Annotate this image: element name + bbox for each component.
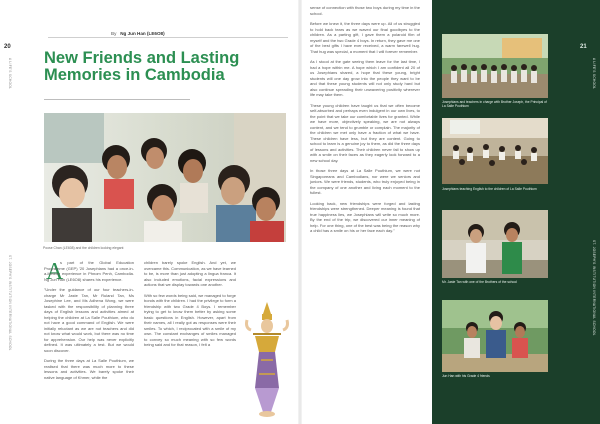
byline-author: Ng Jun Han (LE6O8) (120, 31, 165, 36)
col3-paragraph: sense of connection with those two boys during my time in the school. (310, 5, 420, 16)
main-photo-children (44, 113, 286, 242)
col2-paragraph: children barely spoke English. And yet, we overcame this. Communication, as we have learned to be, is more than just adopting a lingua franca. It also included emotions, facial expressions and actions that we display towards one another. (144, 260, 236, 287)
col3-paragraph: These young children have taught us that we often become self-absorbed and perhaps even indulgent in our own lives, to the point that we take our comfortable lives for granted. While we have more, objectively speaking, we are not always content, and we tend to grumble or complain. The majority of the children we met only have a fraction of what we have. These children have less, but they are content. Going to school to learn is a genuine joy to them, as did the three days of lessons and activities. Their children never fail to show up with a smile on their faces as they eagerly look forward to a new school day. (310, 102, 420, 163)
apsara-dancer-illustration (241, 300, 293, 418)
col3-paragraph: As I stood at the gate seeing them leave for the last time, I had a hope within me. A hope which I am confident all 20 of us Josephians shared, a hope that these young, bright students will one day grow into the people they want to be and that these young students will not only study hard but also continue spreading their unwavering positivity wherever life may take them. (310, 59, 420, 97)
side-label-left-bottom: ST. JOSEPH'S INSTITUTION INTERNATIONAL SCHOOL (8, 255, 12, 351)
article-column-3 (310, 5, 420, 239)
col3-paragraph: Looking back, new friendships were forged and lasting friendships were strengthened. Deeper meaning is found that true happiness lies, we Josephians will write so much more. By the end of the trip, we discovered our inner meaning of help. For one thing, one of the best was being the reason why a child has a smile on his or her face each day." (310, 200, 420, 233)
photo-caption-2: Josephians teaching English to the children of La Salle Pouthium (442, 187, 537, 191)
article-headline: New Friends and Lasting Memories in Cambodia (44, 49, 240, 84)
col3-paragraph: In those three days at La Salle Pouthium, we were not Singaporeans and Cambodians, nor were we seniors and juniors. We were friends, students, who truly enjoyed being in the company of one another and living each moment to the fullest. (310, 168, 420, 195)
col3-paragraph: Before we knew it, the three days were up. All of us struggled to hold back tears as we waved our final goodbyes to the children. As a parting gift, I gave them a polaroid film of myself and the two Grade 4 boys. In return, they gave me one of the best gifts I have ever received, a warm farewell hug. That hug was special, a moment that I will forever remember. (310, 21, 420, 54)
page-number-left: 20 (4, 44, 11, 50)
photo-jun-han-with-friends (442, 300, 548, 372)
col1-paragraph: s part of the Global Education Programme (GEP) '20 Josephians had a once-in-a-lifetime experience in Phnom Penh, Cambodia. Ng Jun Han (LE6O8) shares his experience. (44, 260, 134, 282)
photo-group-with-brother (442, 34, 548, 98)
headline-rule (44, 99, 190, 100)
main-photo-caption: Poose Chan (LE608) and the children looking elegant (43, 246, 124, 250)
side-label-right-top: A LIFE'S SCHOOL (592, 58, 596, 90)
col2-paragraph: With so few words being said, we managed to forge bonds with the children. I had the privilege to form a friendship with two Grade 4 Boys. I remember trying to get to know them better by asking some basic questions in English. However, apart from their names, all I really got as responses were their smiles. To which, I reciprocated with a smile of my own. The constant exchanges of smiles managed to convey so much meaning with so few words being said and for that reason, I felt a (144, 292, 236, 347)
byline (111, 31, 165, 36)
article-column-1 (44, 260, 134, 385)
side-label-left-top: A LIFE'S SCHOOL (8, 58, 12, 90)
photo-caption-3: Mr. Jaste Tan with one of the Brothers of the school (442, 280, 517, 284)
col1-paragraph: During the three days at La Salle Pouthium, we realised that there was much more to these lessons and activities. We barely spoke their native language of Khmer, while the (44, 358, 134, 380)
drop-cap: A (46, 259, 64, 285)
byline-prefix: By (111, 31, 117, 36)
photo-teaching-classroom (442, 118, 548, 184)
photo-teacher-with-brother (442, 210, 548, 278)
page-gutter (298, 0, 302, 424)
article-column-2 (144, 260, 236, 353)
page-number-right: 21 (580, 44, 587, 50)
photo-caption-1: Josephians and teachers in charge with Brother Joseph, the Principal of La Salle Pouthium (442, 100, 547, 108)
col1-paragraph: "Under the guidance of our four teachers-in-charge Mr Jaste Tan, Mr Ruland Tan, Ms Josephine Lee, and Ms Adhena Wong, we were tasked with the responsibility of planning three days of English lessons and activities aimed at helping the children at La Salle Pouthium, who do not have a good command of English. We were initially reluctant as we are not teachers and did not know what would work, but there was no time for apprehension. Our help was never explicitly defined. It was ultimately a test. But we would soon discover. (44, 287, 134, 353)
side-label-right-bottom: ST. JOSEPH'S INSTITUTION INTERNATIONAL SCHOOL (592, 240, 596, 336)
photo-caption-4: Jun Han with his Grade 4 friends (442, 374, 490, 378)
top-rule (48, 37, 288, 38)
